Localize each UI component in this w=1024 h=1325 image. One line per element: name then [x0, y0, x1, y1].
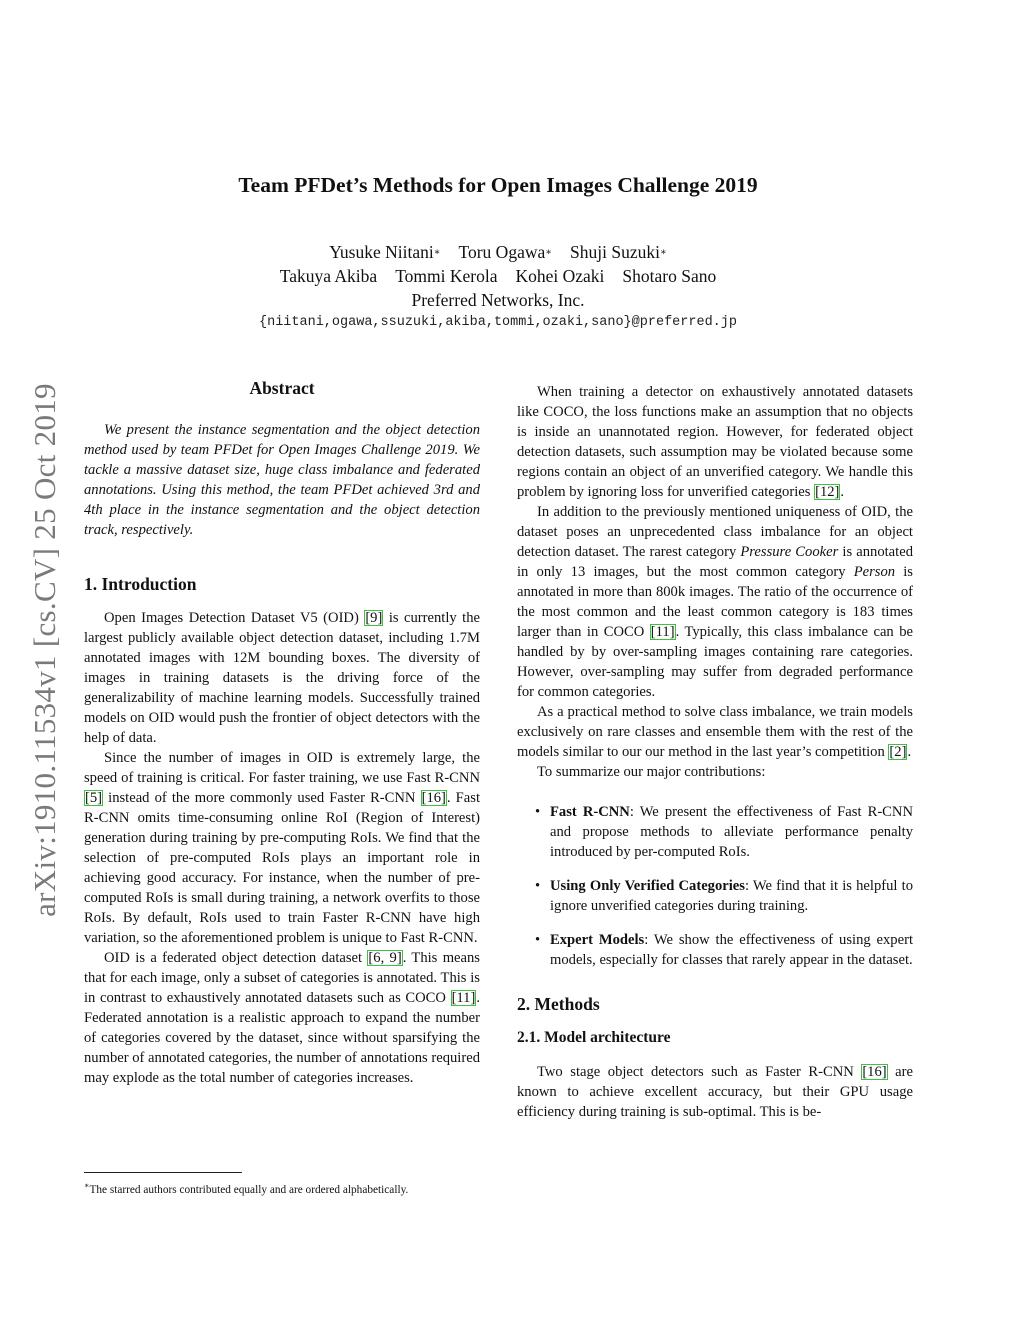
bullet-icon: •	[535, 932, 541, 948]
author-name: Toru Ogawa	[458, 242, 546, 262]
author-name: Kohei Ozaki	[515, 266, 605, 286]
paragraph: Open Images Detection Dataset V5 (OID) [9] is currently the largest publicly available object detection dataset, including 1.7M annotated images with 12M bounding boxes. The diversity of images in training datasets is the driving force of the generalizability of machine learning models. Successfully trained models on OID would push the frontier of object detectors with the help of data.	[84, 610, 480, 746]
citation-link[interactable]: [11]	[650, 624, 675, 640]
equal-contribution-mark: ∗	[545, 247, 553, 258]
list-item: • Fast R-CNN: We present the effectiveness of Fast R-CNN and propose methods to alleviate performance penalty introduced by per-computed RoIs.	[535, 804, 913, 860]
paper-title: Team PFDet’s Methods for Open Images Challenge 2019	[238, 173, 758, 197]
section-heading-introduction: 1. Introduction	[84, 574, 197, 594]
equal-contribution-mark: ∗	[433, 247, 441, 258]
author-block	[100, 240, 896, 312]
paragraph: In addition to the previously mentioned uniqueness of OID, the dataset poses an unprecedented class imbalance for an object detection dataset. The rarest category Pressure Cooker is annotated in only 13 images, but the most common category Person is annotated in more than 800k images. The ratio of the occurrence of the most common and the least common category is 183 times larger than in COCO [11]. Typically, this class imbalance can be handled by by over-sampling images containing rare categories. However, over-sampling may suffer from degraded performance for common categories.	[517, 504, 913, 700]
abstract-heading: Abstract	[249, 378, 315, 398]
author-name: Yusuke Niitani	[329, 242, 434, 262]
paragraph: To summarize our major contributions:	[537, 764, 766, 780]
bullet-icon: •	[535, 878, 541, 894]
arxiv-stamp	[20, 355, 70, 945]
author-name: Tommi Kerola	[395, 266, 498, 286]
left-column	[84, 378, 480, 1088]
abstract-text: We present the instance segmentation and the object detection method used by team PFDet for Open Images Challenge 2019. We tackle a massive dataset size, huge class imbalance and federated annotations. Using this method, the team PFDet achieved 3rd and 4th place in the instance segmentation and the object detection track, respectively.	[84, 422, 480, 538]
citation-link[interactable]: [16]	[862, 1064, 887, 1080]
citation-link[interactable]: [2]	[889, 744, 907, 760]
author-row-2	[100, 264, 896, 288]
citation-link[interactable]: [11]	[451, 990, 476, 1006]
author-name: Shuji Suzuki	[570, 242, 660, 262]
citation-link[interactable]: [5]	[85, 790, 103, 806]
right-column	[517, 382, 913, 1122]
subsection-heading-model-architecture: 2.1. Model architecture	[517, 1029, 671, 1046]
arxiv-id: arXiv:1910.11534v1 [cs.CV] 25 Oct 2019	[27, 383, 62, 917]
footnote	[84, 1178, 484, 1198]
citation-link[interactable]: [12]	[815, 484, 840, 500]
paragraph: OID is a federated object detection dataset [6, 9]. This means that for each image, only a subset of categories is annotated. This is in contrast to exhaustively annotated datasets such as COCO [11]. Federated annotation is a realistic approach to expand the number of categories covered by the dataset, since without sparsifying the number of annotated categories, the number of annotations required may explode as the total number of categories increases.	[84, 950, 480, 1086]
footnote-text: The starred authors contributed equally and are ordered alphabetically.	[89, 1183, 409, 1196]
paragraph: Two stage object detectors such as Faster R-CNN [16] are known to achieve excellent accuracy, but their GPU usage efficiency during training is sub-optimal. This is be-	[517, 1064, 913, 1120]
bullet-icon: •	[535, 804, 541, 820]
section-heading-methods: 2. Methods	[517, 994, 600, 1014]
author-row-1	[100, 240, 896, 264]
contributions-list	[517, 802, 913, 970]
citation-link[interactable]: [9]	[365, 610, 383, 626]
footnote-mark: ∗	[84, 1181, 90, 1190]
paragraph: Since the number of images in OID is extremely large, the speed of training is critical. For faster training, we use Fast R-CNN [5] instead of the more commonly used Faster R-CNN [16]. Fast R-CNN omits time-consuming online RoI (Region of Interest) generation during training by pre-computing RoIs. We find that the selection of pre-computed RoIs plays an important role in achieving good accuracy. For instance, when the number of pre-computed RoIs is small during training, a network overfits to those RoIs. By default, RoIs used to train Faster R-CNN have high variation, so the aforementioned problem is unique to Fast R-CNN.	[84, 750, 481, 946]
equal-contribution-mark: ∗	[660, 247, 667, 258]
list-item: • Expert Models: We show the effectiveness of using expert models, especially for classes that rarely appear in the dataset.	[535, 932, 913, 968]
author-name: Takuya Akiba	[279, 266, 378, 286]
author-name: Shotaro Sano	[622, 266, 717, 286]
citation-link[interactable]: [6, 9]	[368, 950, 402, 966]
paragraph: As a practical method to solve class imbalance, we train models exclusively on rare classes and ensemble them with the rest of the models similar to our our method in the last year’s competition [2].	[517, 704, 913, 760]
list-item: • Using Only Verified Categories: We find that it is helpful to ignore unverified categories during training.	[535, 878, 913, 914]
footnote-divider	[84, 1172, 242, 1173]
citation-link[interactable]: [16]	[421, 790, 446, 806]
paragraph: When training a detector on exhaustively annotated datasets like COCO, the loss functions make an assumption that no objects is inside an unannotated region. However, for federated object detection datasets, such assumption may be violated because some regions contain an object of an unverified category. We handle this problem by ignoring loss for unverified categories [12].	[517, 384, 913, 500]
affiliation: Preferred Networks, Inc.	[411, 290, 585, 310]
author-emails: {niitani,ogawa,ssuzuki,akiba,tommi,ozaki,sano}@preferred.jp	[259, 315, 737, 330]
